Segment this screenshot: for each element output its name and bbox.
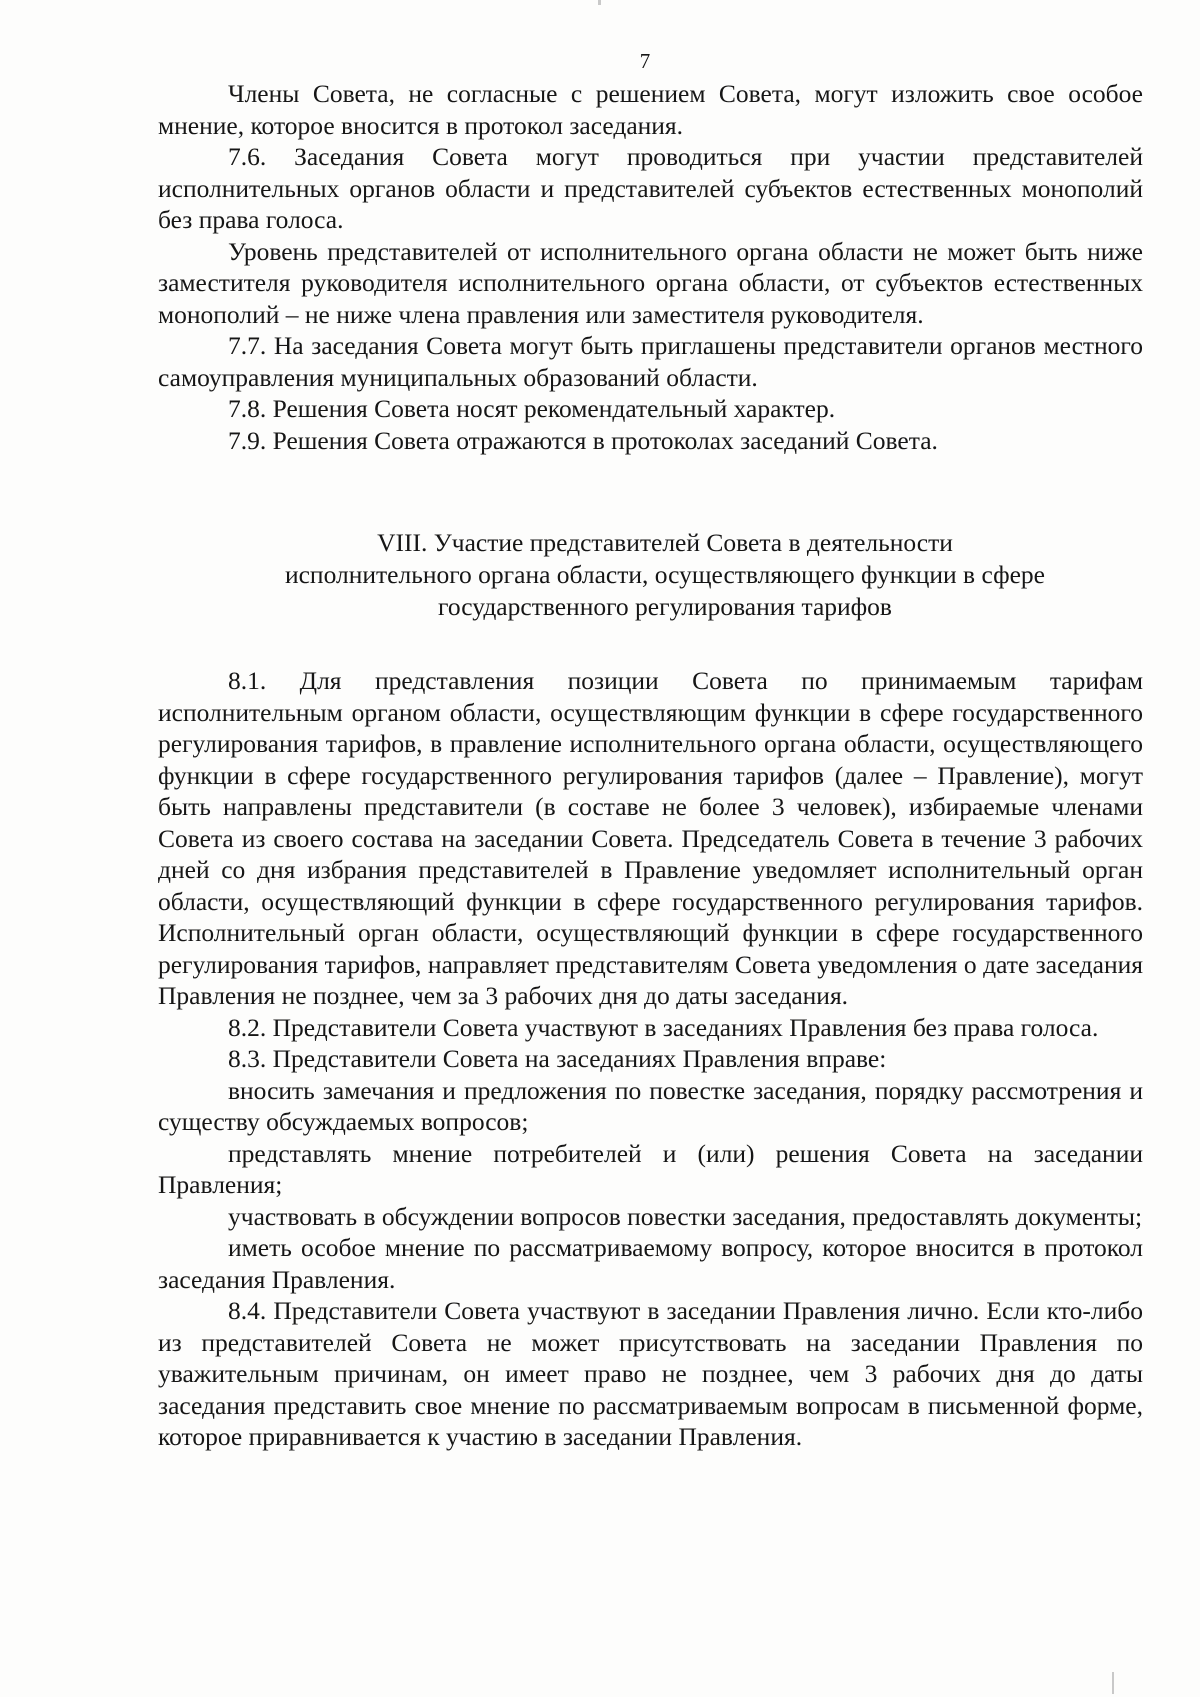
list-item: участвовать в обсуждении вопросов повестки заседания, предоставлять документы; <box>228 1201 1143 1231</box>
heading-line: исполнительного органа области, осуществляющего функции в сфере <box>284 560 1046 589</box>
paragraph: Члены Совета, не согласные с решением Совета, могут изложить свое особое мнение, которое вносится в протокол заседания. <box>158 79 1143 140</box>
section-8-body <box>158 665 1143 1453</box>
paragraph: 8.1. Для представления позиции Совета по принимаемым тарифам исполнительным органом области, осуществляющим функции в сфере государственного регулирования тарифов, в правление исполнительного органа области, осуществляющего функции в сфере государственного регулирования тарифов (далее – Правление), могут быть направлены представители (в составе не более 3 человек), избираемые членами Совета из своего состава на заседании Совета. Председатель Совета в течение 3 рабочих дней со дня избрания представителей в Правление уведомляет исполнительный орган области, осуществляющий функции в сфере государственного регулирования тарифов. Исполнительный орган области, осуществляющий функции в сфере государственного регулирования тарифов, направляет представителям Совета уведомления о дате заседания Правления не позднее, чем за 3 рабочих дня до даты заседания. <box>158 666 1143 1010</box>
page-number: 7 <box>639 49 651 73</box>
paragraph: 7.9. Решения Совета отражаются в протоколах заседаний Совета. <box>228 425 938 455</box>
paragraph: 7.7. На заседания Совета могут быть приглашены представители органов местного самоуправления муниципальных образований области. <box>158 331 1143 392</box>
scan-artifact <box>1112 1672 1114 1694</box>
heading-line: VIII. Участие представителей Совета в деятельности <box>377 528 953 557</box>
paragraph: 7.6. Заседания Совета могут проводиться при участии представителей исполнительных органов области и представителей субъектов естественных монополий без права голоса. <box>158 142 1143 234</box>
paragraph: 8.4. Представители Совета участвуют в заседании Правления лично. Если кто-либо из представителей Совета не может присутствовать на заседании Правления по уважительным причинам, он имеет право не позднее, чем 3 рабочих дня до даты заседания представить свое мнение по рассматриваемым вопросам в письменной форме, которое приравнивается к участию в заседании Правления. <box>158 1296 1143 1451</box>
paragraph: Уровень представителей от исполнительного органа области не может быть ниже заместителя руководителя исполнительного органа области, от субъектов естественных монополий – не ниже члена правления или заместителя руководителя. <box>158 236 1143 329</box>
paragraph: 8.3. Представители Совета на заседаниях Правления вправе: <box>228 1044 887 1073</box>
paragraph: 8.2. Представители Совета участвуют в заседаниях Правления без права голоса. <box>228 1012 1099 1042</box>
list-item: вносить замечания и предложения по повестке заседания, порядку рассмотрения и существу обсуждаемых вопросов; <box>158 1075 1143 1136</box>
heading-line: государственного регулирования тарифов <box>438 592 892 621</box>
list-item: представлять мнение потребителей и (или) решения Совета на заседании Правления; <box>158 1138 1143 1199</box>
section-heading <box>200 527 1130 623</box>
list-item: иметь особое мнение по рассматриваемому вопросу, которое вносится в протокол заседания Правления. <box>158 1233 1143 1294</box>
scan-artifact <box>598 0 601 5</box>
paragraph: 7.8. Решения Совета носят рекомендательный характер. <box>228 394 836 423</box>
section-7-continuation <box>158 78 1143 456</box>
